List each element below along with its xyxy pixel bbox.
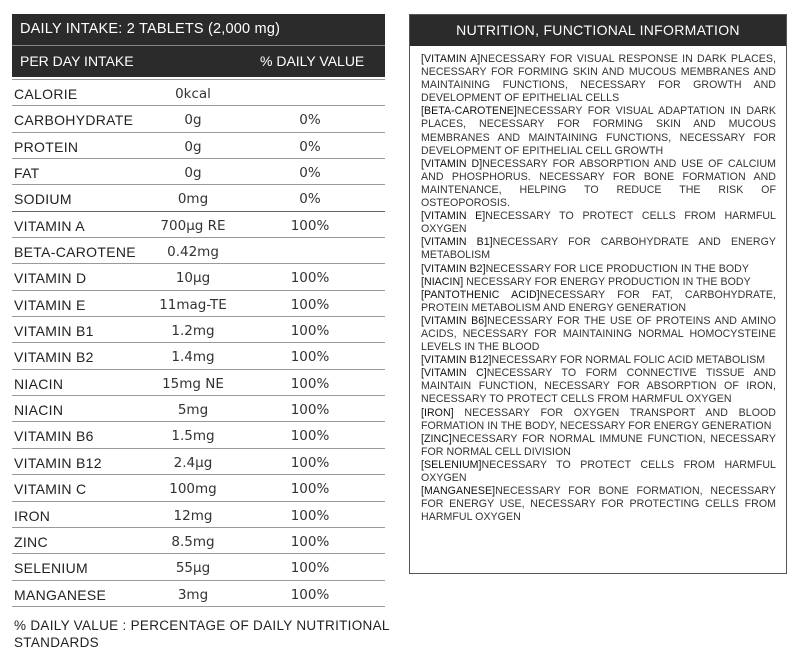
functional-entry-text: NECESSARY FOR CARBOHYDRATE AND ENERGY METABOLISM [421,236,776,262]
functional-entry [421,53,776,105]
nutrient-daily-value: 0% [299,191,321,208]
column-header-intake: PER DAY INTAKE [20,53,134,69]
nutrient-name: FAT [14,165,40,182]
functional-entry-key: [SELENIUM] [421,458,482,471]
nutrient-amount: 5mg [177,402,209,419]
functional-entry [421,210,776,236]
nutrient-daily-value: 0% [299,138,321,155]
nutrient-daily-value: 100% [290,402,330,419]
table-row [12,317,385,343]
nutrient-name: SODIUM [14,191,72,208]
table-row [12,238,385,264]
nutrient-amount: 1.5mg [171,428,215,445]
functional-entry-key: [IRON] [421,406,454,419]
nutrient-daily-value: 100% [290,323,330,340]
table-header [12,45,385,77]
nutrient-amount: 15mg NE [162,375,224,392]
functional-entry-key: [PANTOTHENIC ACID] [421,288,540,301]
nutrient-amount: 0kcal [175,86,211,102]
nutrient-name: VITAMIN C [14,481,87,498]
nutrient-daily-value: 100% [290,533,330,550]
table-row [12,343,385,369]
intake-rows [12,79,385,607]
table-row [12,475,385,501]
nutrient-amount: 1.4mg [171,349,215,366]
functional-entry-key: [VITAMIN C] [421,367,487,380]
functional-info-panel [409,14,787,574]
functional-entry-text: NECESSARY FOR NORMAL FOLIC ACID METABOLISM [491,354,766,367]
functional-entry-text: NECESSARY TO PROTECT CELLS FROM HARMFUL OXYGEN [421,458,776,484]
nutrient-daily-value: 100% [290,217,330,234]
functional-entry [421,236,776,262]
nutrient-name: VITAMIN B12 [14,454,102,471]
nutrient-name: VITAMIN B1 [14,323,94,340]
nutrient-name: IRON [14,507,51,524]
table-row [12,422,385,448]
nutrient-daily-value: 100% [290,586,330,603]
table-row [12,212,385,238]
functional-entry-key: [VITAMIN E] [421,210,486,223]
nutrient-name: VITAMIN B2 [14,349,94,366]
functional-entry-text: NECESSARY FOR ABSORPTION AND USE OF CALCIUM AND PHOSPHORUS. NECESSARY FOR BONE FORMATION AND MAINTENANCE, HELPING TO REDUCE THE RISK OF OSTEOPOROSIS. [421,157,776,210]
nutrient-amount: 0g [184,138,202,155]
nutrient-amount: 0g [184,112,202,129]
nutrient-name: VITAMIN B6 [14,428,94,445]
nutrient-daily-value: 100% [290,560,330,577]
nutrient-name: CALORIE [14,86,78,102]
functional-entry-key: [VITAMIN A] [421,53,481,65]
nutrient-daily-value: 100% [290,454,330,471]
table-row [12,80,385,106]
functional-info-title: NUTRITION, FUNCTIONAL INFORMATION [410,15,786,46]
table-row [12,264,385,290]
nutrient-amount: 700μg RE [160,217,226,234]
functional-entry-text: NECESSARY TO FORM CONNECTIVE TISSUE AND MAINTAIN FUNCTION, NECESSARY FOR ABSORPTION OF IRON, NECESSARY TO PROTECT CELLS FROM HARMFUL OXYGEN [421,367,776,406]
functional-entry-text: NECESSARY FOR BONE FORMATION, NECESSARY FOR ENERGY USE, NECESSARY FOR PROTECTING CELLS FROM HARMFUL OXYGEN [421,485,776,524]
nutrient-amount: 1.2mg [171,323,215,340]
nutrient-daily-value: 100% [290,349,330,366]
functional-entry [421,354,776,367]
nutrient-name: CARBOHYDRATE [14,112,134,129]
functional-entry-key: [VITAMIN B6] [421,314,488,327]
table-row [12,133,385,159]
nutrient-daily-value: 100% [290,375,330,392]
nutrient-daily-value: 100% [290,481,330,498]
nutrient-amount: 10μg [175,270,211,287]
nutrient-amount: 0.42mg [167,244,219,261]
nutrient-name: NIACIN [14,375,64,392]
functional-entry-text: NECESSARY FOR VISUAL RESPONSE IN DARK PLACES, NECESSARY FOR FORMING SKIN AND MUCOUS MEMBRANES AND MAINTAINING FUNCTIONS, NECESSARY FOR GROWTH AND DEVELOPMENT OF EPITHELIAL CELLS [421,53,776,105]
functional-entry [421,407,776,433]
functional-entry [421,433,776,459]
functional-entry-text: NECESSARY FOR ENERGY PRODUCTION IN THE BODY [463,275,751,288]
functional-entry [421,315,776,354]
nutrient-name: SELENIUM [14,560,88,577]
nutrient-daily-value: 100% [290,270,330,287]
functional-entry [421,263,776,276]
table-row [12,581,385,607]
nutrient-daily-value: 0% [299,165,321,182]
nutrient-amount: 2.4μg [173,454,213,471]
table-row [12,396,385,422]
nutrient-amount: 100mg [169,481,217,498]
table-row [12,528,385,554]
functional-entry-key: [MANGANESE] [421,485,496,498]
column-header-daily-value: % DAILY VALUE [260,53,365,69]
functional-entry [421,105,776,157]
intake-title: DAILY INTAKE: 2 TABLETS (2,000 mg) [12,14,385,45]
nutrient-amount: 12mg [173,507,213,524]
table-row [12,502,385,528]
functional-entry-text: NECESSARY FOR LICE PRODUCTION IN THE BODY [485,262,749,275]
functional-entry-key: [VITAMIN B1] [421,236,493,249]
functional-entry [421,276,776,289]
functional-info-list [410,46,786,524]
nutrient-amount: 3mg [177,586,209,603]
functional-entry-key: [BETA-CAROTENE] [421,105,517,118]
daily-value-footnote: % DAILY VALUE : PERCENTAGE OF DAILY NUTRITIONAL STANDARDS [14,617,390,650]
nutrient-name: VITAMIN A [14,217,85,234]
functional-entry [421,367,776,406]
nutrient-amount: 0g [184,165,202,182]
functional-entry-key: [VITAMIN B2] [421,262,486,275]
nutrient-amount: 0mg [177,191,209,208]
nutrient-amount: 11mag-TE [159,296,227,313]
nutrient-name: PROTEIN [14,138,79,155]
nutrient-name: NIACIN [14,402,64,419]
functional-entry [421,158,776,210]
functional-entry-text: NECESSARY FOR FAT, CARBOHYDRATE, PROTEIN METABOLISM AND ENERGY GENERATION [421,288,776,314]
daily-intake-table [12,14,390,651]
table-row [12,291,385,317]
nutrient-name: MANGANESE [14,586,107,603]
nutrient-amount: 8.5mg [171,533,215,550]
functional-entry-key: [NIACIN] [421,275,464,288]
functional-entry-key: [ZINC] [421,432,452,445]
nutrient-daily-value: 100% [290,507,330,524]
nutrient-amount: 55μg [175,560,211,577]
nutrient-name: ZINC [14,533,48,550]
table-row [12,106,385,132]
table-row [12,554,385,580]
nutrient-daily-value: 100% [290,296,330,313]
functional-entry-key: [VITAMIN D] [421,157,483,170]
functional-entry-key: [VITAMIN B12] [421,354,492,367]
table-row [12,370,385,396]
table-row [12,449,385,475]
nutrient-daily-value: 100% [290,428,330,445]
nutrient-name: VITAMIN D [14,270,87,287]
functional-entry-text: NECESSARY FOR VISUAL ADAPTATION IN DARK PLACES, NECESSARY FOR FORMING SKIN AND MUCOUS MEMBRANES AND MAINTAINING FUNCTIONS, NECESSARY FOR DEVELOPMENT OF EPITHELIAL CELL GROWTH [421,105,776,157]
table-row [12,159,385,185]
functional-entry [421,289,776,315]
functional-entry-text: NECESSARY FOR OXYGEN TRANSPORT AND BLOOD FORMATION IN THE BODY, NECESSARY FOR ENERGY GENERATION [421,406,776,432]
functional-entry-text: NECESSARY FOR NORMAL IMMUNE FUNCTION, NECESSARY FOR NORMAL CELL DIVISION [421,432,776,458]
functional-entry-text: NECESSARY FOR THE USE OF PROTEINS AND AMINO ACIDS, NECESSARY FOR MAINTAINING NORMAL HOMOCYSTEINE LEVELS IN THE BLOOD [421,314,776,354]
functional-entry [421,459,776,485]
functional-entry-text: NECESSARY TO PROTECT CELLS FROM HARMFUL OXYGEN [421,210,776,236]
functional-entry [421,485,776,524]
table-row [12,185,385,211]
nutrient-daily-value: 0% [299,112,321,129]
nutrient-name: BETA-CAROTENE [14,244,136,261]
nutrient-name: VITAMIN E [14,296,86,313]
